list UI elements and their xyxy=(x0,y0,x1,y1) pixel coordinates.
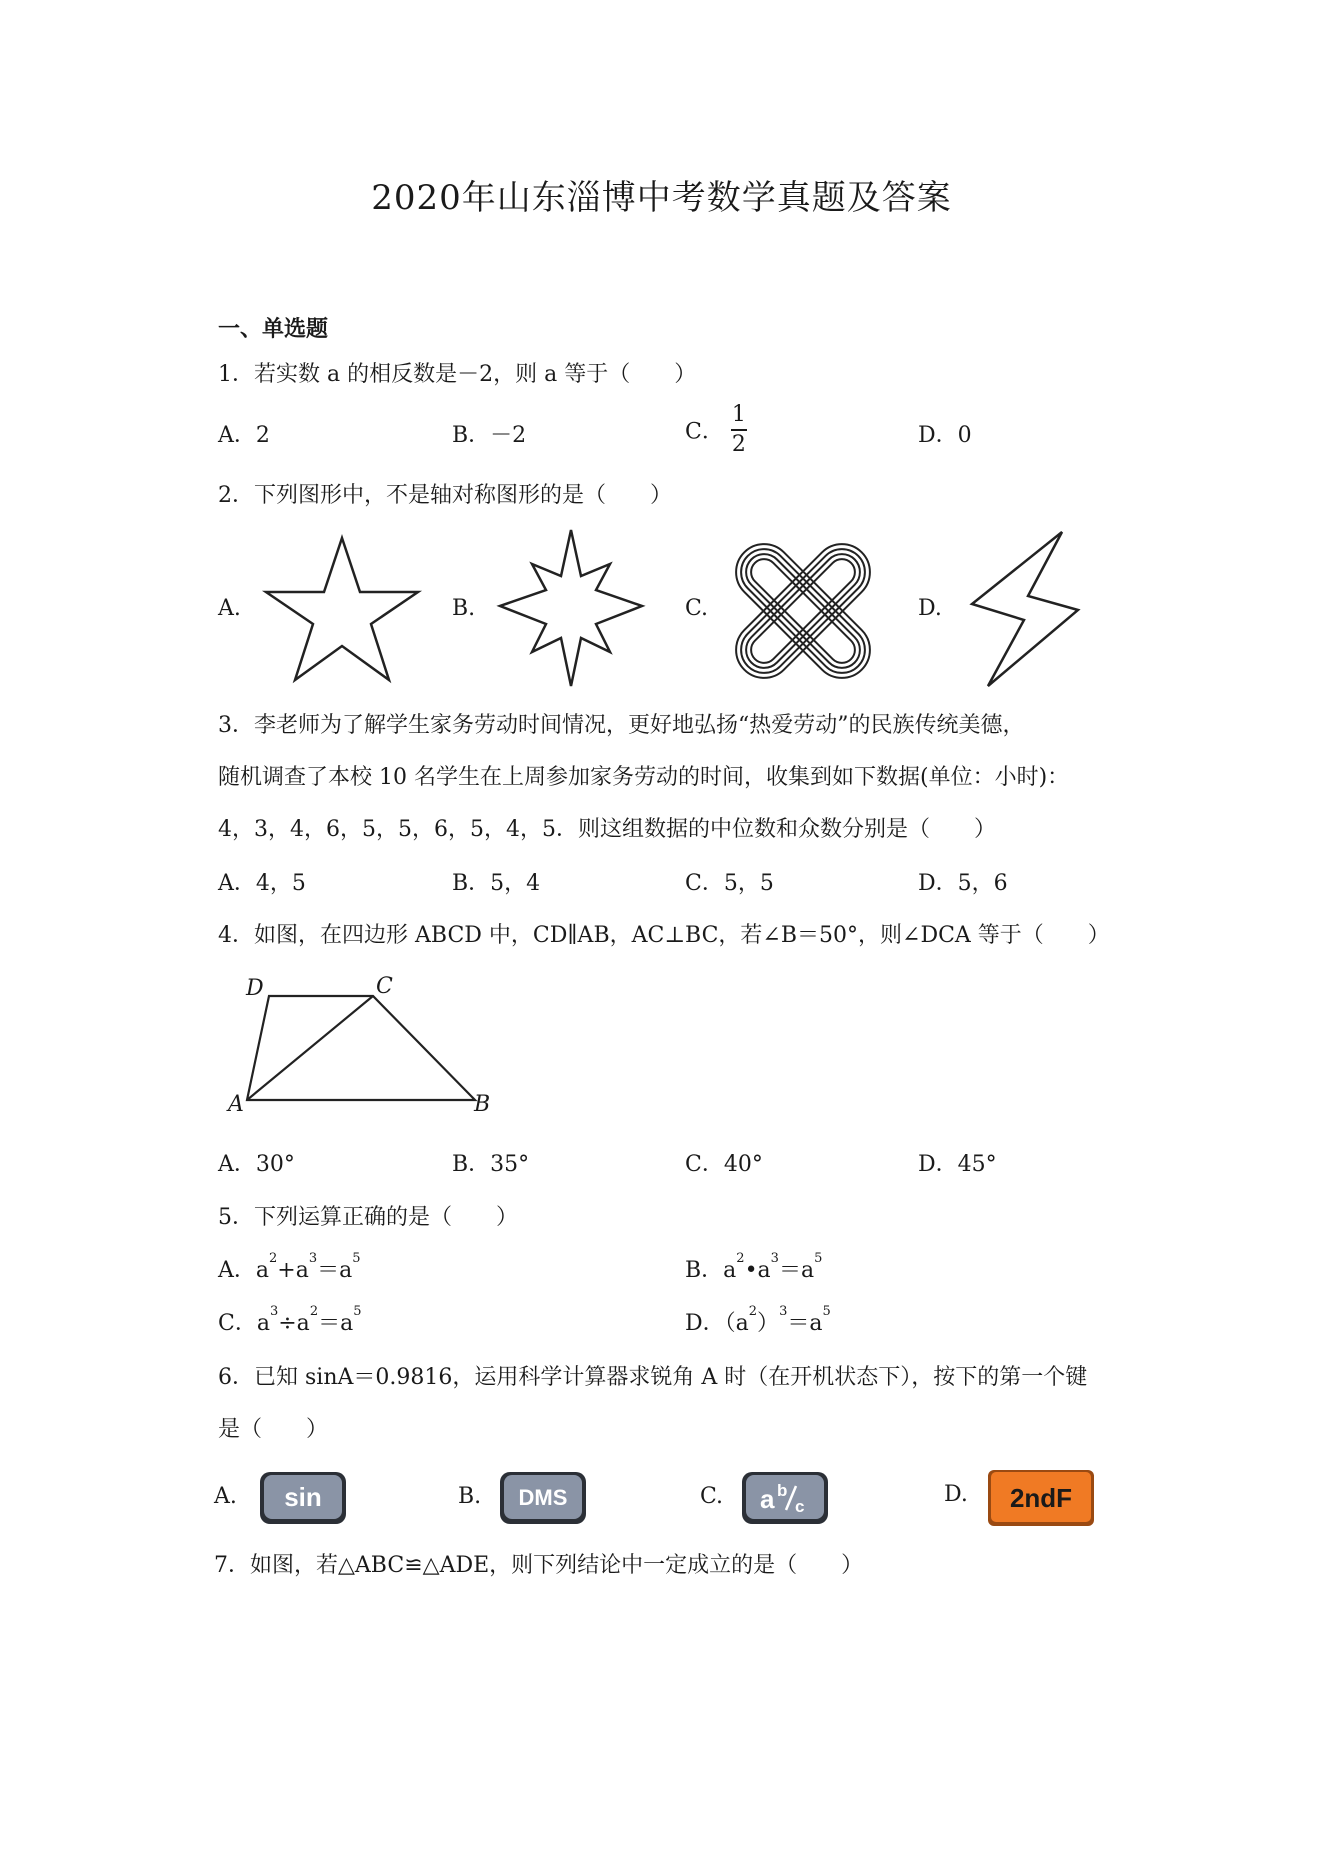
dms-key-image xyxy=(498,1470,588,1526)
q1-option-b: B．－2 xyxy=(452,423,527,448)
q3-option-b: B．5，4 xyxy=(452,871,541,896)
svg-text:a: a xyxy=(760,1484,775,1514)
quadrilateral-abcd-figure xyxy=(225,978,505,1118)
second-function-key-image xyxy=(986,1468,1096,1528)
q5-option-d: D．$(a^2)^3=a^5$ xyxy=(685,1304,831,1336)
fraction-numerator: 1 xyxy=(731,402,746,427)
q2-label-b: B. xyxy=(452,596,476,621)
q2-label-a: A. xyxy=(218,596,241,621)
q4-stem: 4．如图，在四边形 ABCD 中，CD∥AB，AC⊥BC，若∠B＝50°，则∠DCA 等于（ ） xyxy=(218,923,1110,948)
section-heading: 一、单选题 xyxy=(218,316,329,342)
fraction-denominator: 2 xyxy=(731,432,746,457)
q1-option-a: A．2 xyxy=(218,423,270,448)
eight-point-star-figure xyxy=(496,528,646,688)
fraction-one-half xyxy=(731,404,747,456)
five-point-star-figure xyxy=(262,534,422,684)
q6-label-b: B. xyxy=(458,1484,482,1509)
second-function-key-label: 2ndF xyxy=(1009,1483,1073,1513)
q5-option-c-letter: C． xyxy=(218,1311,257,1336)
vertex-label-a: A xyxy=(228,1092,244,1117)
q2-label-c: C. xyxy=(685,596,709,621)
dms-key-label: DMS xyxy=(518,1485,568,1510)
q6-line-2: 是（ ） xyxy=(218,1417,329,1442)
q4-option-c: C．40° xyxy=(685,1152,763,1177)
sin-key-label: sin xyxy=(284,1482,322,1512)
q6-line-1: 6．已知 sinA＝0.9816，运用科学计算器求锐角 A 时（在开机状态下），按下的第一个键 xyxy=(218,1365,1088,1390)
q5-option-d-letter: D． xyxy=(685,1311,725,1336)
svg-text:c: c xyxy=(795,1497,805,1516)
q5-option-a-letter: A． xyxy=(218,1258,256,1283)
interlaced-knot-figure xyxy=(728,536,878,686)
vertex-label-d: D xyxy=(246,976,264,1001)
lightning-bolt-figure xyxy=(970,530,1090,690)
q3-line-1: 3．李老师为了解学生家务劳动时间情况，更好地弘扬“热爱劳动”的民族传统美德， xyxy=(218,713,1025,738)
q3-option-a: A．4，5 xyxy=(218,871,306,896)
fraction-key-image xyxy=(740,1470,830,1526)
q6-label-c: C. xyxy=(700,1484,724,1509)
q3-line-3: 4，3，4，6，5，5，6，5，4，5．则这组数据的中位数和众数分别是（ ） xyxy=(218,817,996,842)
sin-key-image xyxy=(258,1470,348,1526)
q5-option-b-letter: B． xyxy=(685,1258,724,1283)
q5-option-c: C．$a^3\div a^2=a^5$ xyxy=(218,1304,362,1336)
q7-stem: 7．如图，若△ABC≌△ADE，则下列结论中一定成立的是（ ） xyxy=(214,1553,864,1578)
q6-label-a: A. xyxy=(214,1484,237,1509)
q4-option-b: B．35° xyxy=(452,1152,530,1177)
q1-option-c-label: C． xyxy=(685,419,724,445)
q1-option-c xyxy=(685,404,747,456)
q5-option-a: A．$a^2+a^3=a^5$ xyxy=(218,1251,361,1283)
q1-option-d: D．0 xyxy=(918,423,972,448)
vertex-label-c: C xyxy=(376,974,393,999)
q5-stem: 5．下列运算正确的是（ ） xyxy=(218,1205,518,1230)
page-title: 2020年山东淄博中考数学真题及答案 xyxy=(371,178,952,218)
q3-line-2: 随机调查了本校 10 名学生在上周参加家务劳动的时间，收集到如下数据(单位：小时)： xyxy=(218,765,1070,790)
q2-label-d: D. xyxy=(918,596,942,621)
q1-stem: 1．若实数 a 的相反数是－2，则 a 等于（ ） xyxy=(218,362,697,387)
q4-option-d: D．45° xyxy=(918,1152,997,1177)
q4-option-a: A．30° xyxy=(218,1152,295,1177)
vertex-label-b: B xyxy=(474,1092,491,1117)
q3-option-d: D．5，6 xyxy=(918,871,1008,896)
q5-option-b: B．$a^2•a^3=a^5$ xyxy=(685,1251,823,1283)
svg-text:b: b xyxy=(777,1481,788,1500)
q6-label-d: D. xyxy=(944,1482,968,1507)
q3-option-c: C．5，5 xyxy=(685,871,774,896)
q2-stem: 2．下列图形中，不是轴对称图形的是（ ） xyxy=(218,483,672,508)
